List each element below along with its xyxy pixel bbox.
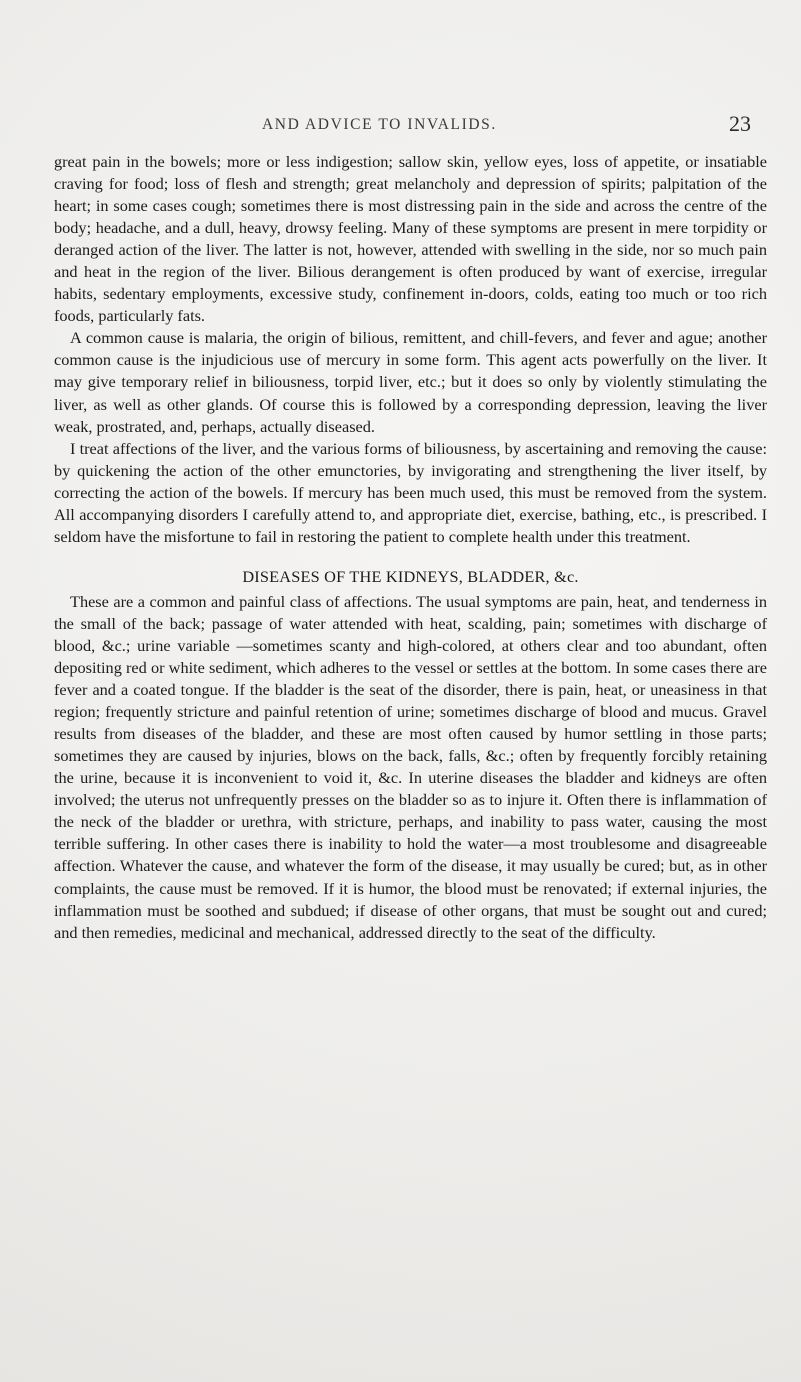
paragraph: I treat affections of the liver, and the various forms of biliousness, by ascertaining and removing the cause: by quickening the action of the other emunctories, by invigorating and strengthening the liver itself, by correcting the action of the bowels. If mercury has been much used, this must be removed from the system. All accompanying disorders I carefully attend to, and appropriate diet, exercise, bathing, etc., is prescribed. I seldom have the misfortune to fail in restoring the patient to complete health under this treatment.: [54, 438, 767, 546]
running-title: AND ADVICE TO INVALIDS.: [262, 116, 497, 133]
paragraph: great pain in the bowels; more or less indigestion; sallow skin, yellow eyes, loss of appetite, or insatiable craving for food; loss of flesh and strength; great melancholy and depression of spirits; palpitation of the heart; in some cases cough; sometimes there is most distressing pain in the side and across the centre of the body; headache, and a dull, heavy, drowsy feeling. Many of these symptoms are present in mere torpidity or deranged action of the liver. The latter is not, however, attended with swelling in the side, nor so much pain and heat in the region of the liver. Bilious derangement is often produced by want of exercise, irregular habits, sedentary employments, excessive study, confinement in-doors, colds, eating too much or too rich foods, particularly fats.: [54, 152, 767, 326]
paragraph: These are a common and painful class of affections. The usual symptoms are pain, heat, and tenderness in the small of the back; passage of water attended with heat, scalding, pain; sometimes with discharge of blood, &c.; urine variable —sometimes scanty and high-colored, at others clear and too abundant, often depositing red or white sediment, which adheres to the vessel or settles at the bottom. In some cases there are fever and a coated tongue. If the bladder is the seat of the disorder, there is pain, heat, or uneasiness in that region; frequently stricture and painful retention of urine; sometimes discharge of blood and mucus. Gravel results from diseases of the bladder, and these are most often caused by humor settling in those parts; sometimes they are caused by injuries, blows on the back, falls, &c.; often by frequently forcibly retaining the urine, because it is inconvenient to void it, &c. In uterine diseases the bladder and kidneys are often involved; the uterus not unfrequently presses on the bladder so as to injure it. Often there is inflammation of the neck of the bladder or urethra, with stricture, perhaps, and inability to pass water, causing the most terrible suffering. In other cases there is inability to hold the water—a most troublesome and disagreeable affection. Whatever the cause, and whatever the form of the disease, it may usually be cured; but, as in other complaints, the cause must be removed. If it is humor, the blood must be renovated; if external injuries, the inflammation must be soothed and subdued; if disease of other organs, that must be sought out and cured; and then remedies, medicinal and mechanical, addressed directly to the seat of the difficulty.: [54, 591, 767, 942]
running-head: [0, 112, 801, 142]
page-number: 23: [729, 111, 751, 136]
paragraph: A common cause is malaria, the origin of bilious, remittent, and chill-fevers, and fever and ague; another common cause is the injudicious use of mercury in some form. This agent acts powerfully on the liver. It may give temporary relief in biliousness, torpid liver, etc.; but it does so only by violently stimulating the liver, as well as other glands. Of course this is followed by a corresponding depression, leaving the liver weak, prostrated, and, perhaps, actually diseased.: [54, 328, 767, 436]
page-body: [54, 151, 767, 944]
section-heading: DISEASES OF THE KIDNEYS, BLADDER, &c.: [242, 566, 579, 586]
